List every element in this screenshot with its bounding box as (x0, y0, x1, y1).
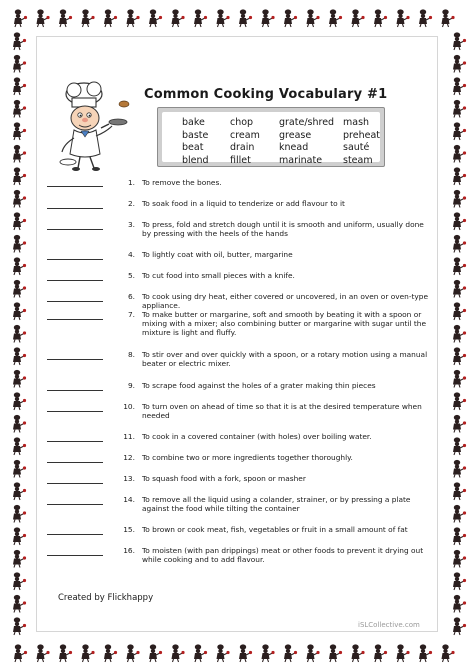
question-number: 2. (127, 199, 135, 208)
question-number: 10. (123, 402, 135, 411)
answer-blank[interactable] (47, 359, 103, 360)
vocab-word: knead (279, 142, 309, 153)
question-text: To press, fold and stretch dough until it is smooth and uniform, usually done by pressing with the heels of the hands (142, 220, 424, 239)
question-text: To remove all the liquid using a colander, strainer, or by pressing a plate against the food while tilting the container (142, 495, 411, 514)
vocab-word: grease (279, 129, 312, 141)
vocab-word: grate/shred (279, 117, 335, 128)
answer-blank[interactable] (47, 462, 103, 463)
question-number: 7. (127, 310, 135, 319)
answer-blank[interactable] (47, 504, 103, 505)
question-text: To turn oven on ahead of time so that it is at the desired temperature when needed (142, 402, 422, 421)
vocab-word: beat (182, 142, 204, 153)
question-text: To brown or cook meat, fish, vegetables or fruit in a small amount of fat (142, 525, 408, 534)
answer-blank[interactable] (47, 259, 103, 260)
answer-blank[interactable] (47, 301, 103, 302)
question-number: 8. (127, 350, 135, 359)
question-text: To cut food into small pieces with a knife. (142, 271, 295, 280)
question-text: To moisten (with pan drippings) meat or other foods to prevent it drying out while cooking and to add flavour. (142, 546, 424, 565)
question-number: 9. (127, 381, 135, 390)
answer-blank[interactable] (47, 441, 103, 442)
vocab-word: chop (230, 117, 254, 128)
question-text: To soak food in a liquid to tenderize or add flavour to it (142, 199, 345, 208)
answer-blank[interactable] (47, 186, 103, 187)
author-credit: Created by Flickhappy (58, 593, 154, 603)
question-number: 11. (123, 432, 135, 441)
vocab-word: cream (230, 129, 260, 141)
vocab-word: marinate (279, 154, 323, 166)
question-number: 14. (123, 495, 135, 504)
answer-blank[interactable] (47, 390, 103, 391)
answer-blank[interactable] (47, 280, 103, 281)
question-number: 5. (127, 271, 135, 280)
site-watermark: iSLCollective.com (358, 621, 420, 629)
question-text: To make butter or margarine, soft and smooth by beating it with a spoon or mixing with a mixer; also combining butter or margarine with sugar until the mixture is light and fluffy. (142, 310, 426, 338)
answer-blank[interactable] (47, 208, 103, 209)
question-number: 3. (127, 220, 135, 229)
question-text: To cook using dry heat, either covered or uncovered, in an oven or oven-type appliance. (142, 292, 429, 311)
vocab-word: mash (343, 117, 370, 128)
vocab-word: bake (182, 117, 205, 128)
answer-blank[interactable] (47, 319, 103, 320)
vocab-word: preheat (343, 129, 380, 141)
question-number: 15. (123, 525, 135, 534)
question-text: To cook in a covered container (with holes) over boiling water. (142, 432, 372, 441)
vocab-word: baste (182, 129, 209, 141)
vocab-word: drain (230, 142, 255, 153)
vocab-word: steam (343, 154, 373, 166)
question-text: To remove the bones. (142, 178, 222, 187)
vocab-word: sauté (343, 142, 370, 153)
question-text: To scrape food against the holes of a grater making thin pieces (142, 381, 376, 390)
question-text: To stir over and over quickly with a spoon, or a rotary motion using a manual beater or electric mixer. (142, 350, 428, 369)
question-text: To lightly coat with oil, butter, margarine (142, 250, 293, 259)
answer-blank[interactable] (47, 229, 103, 230)
answer-blank[interactable] (47, 534, 103, 535)
answer-blank[interactable] (47, 411, 103, 412)
question-number: 1. (127, 178, 135, 187)
question-number: 6. (127, 292, 135, 301)
question-number: 13. (123, 474, 135, 483)
vocab-word: fillet (230, 154, 251, 166)
page-title: Common Cooking Vocabulary #1 (144, 87, 388, 102)
answer-blank[interactable] (47, 555, 103, 556)
answer-blank[interactable] (47, 483, 103, 484)
question-text: To squash food with a fork, spoon or masher (142, 474, 306, 483)
question-number: 12. (123, 453, 135, 462)
question-text: To combine two or more ingredients together thoroughly. (142, 453, 353, 462)
vocab-word: blend (182, 154, 209, 166)
question-number: 4. (127, 250, 135, 259)
question-number: 16. (123, 546, 135, 555)
